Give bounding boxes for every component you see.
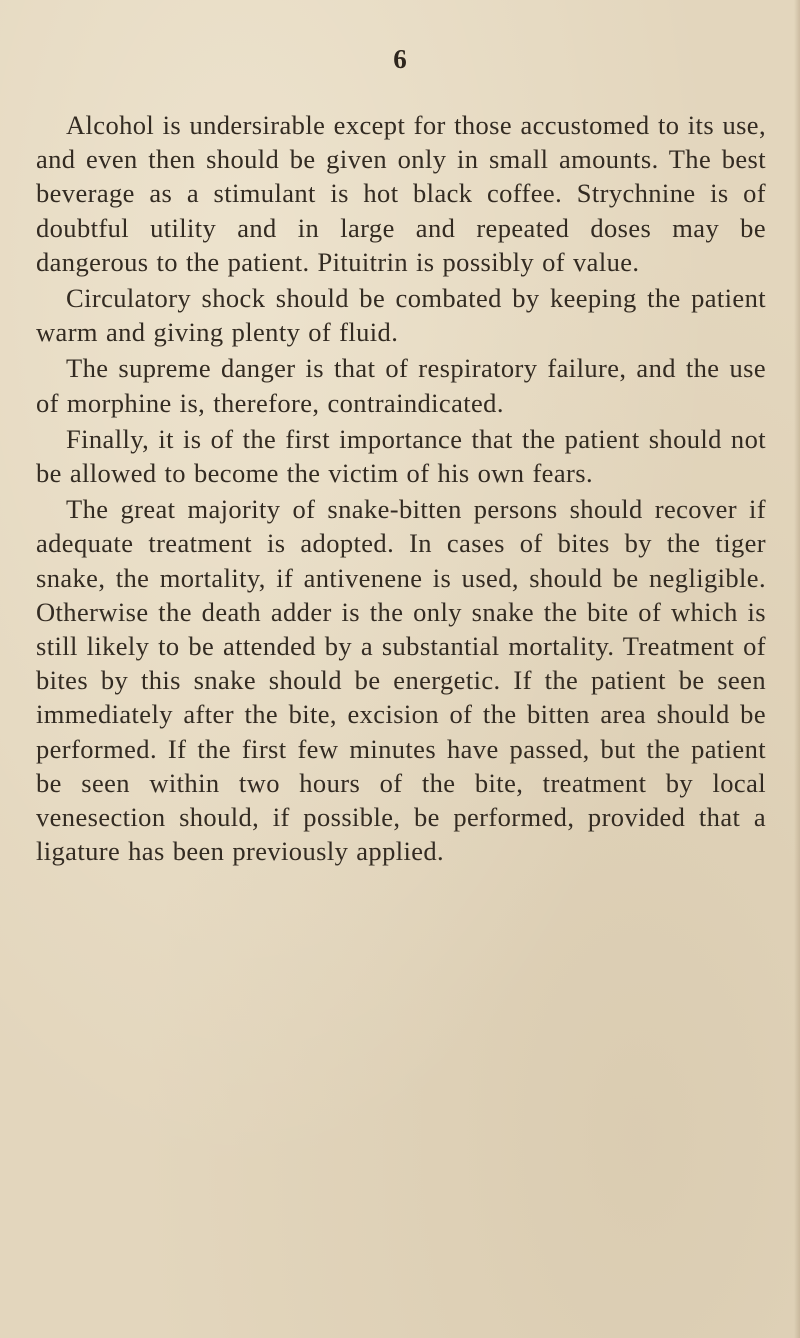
paragraph-respiratory-failure: The supreme danger is that of respiratory failure, and the use of morphine is, therefore, contraindicated.	[36, 353, 766, 418]
page-edge-shadow	[794, 0, 800, 1338]
paragraph-alcohol: Alcohol is undersirable except for those accustomed to its use, and even then should be given only in small amounts. The best beverage as a stimulant is hot black coffee. Strychnine is of doubtful utility and in large and repeated doses may be dangerous to the patient. Pituitrin is possibly of value.	[36, 110, 766, 277]
body-text	[36, 108, 766, 868]
page-number: 6	[393, 44, 407, 74]
paragraph-circulatory-shock: Circulatory shock should be combated by keeping the patient warm and giving plenty of fluid.	[36, 283, 766, 348]
paragraph-fears: Finally, it is of the first importance that the patient should not be allowed to become the victim of his own fears.	[36, 423, 766, 489]
paragraph-treatment-outcomes: The great majority of snake-bitten persons should recover if adequate treatment is adopted. In cases of bites by the tiger snake, the mortality, if antivenene is used, should be negligible. Otherwise the death adder is the only snake the bite of which is still likely to be attended by a substantial mortality. Treatment of bites by this snake should be energetic. If the patient be seen immediately after the bite, excision of the bitten area should be performed. If the first few minutes have passed, but the patient be seen within two hours of the bite, treatment by local venesection should, if possible, be performed, provided that a ligature has been previously applied.	[36, 494, 766, 867]
